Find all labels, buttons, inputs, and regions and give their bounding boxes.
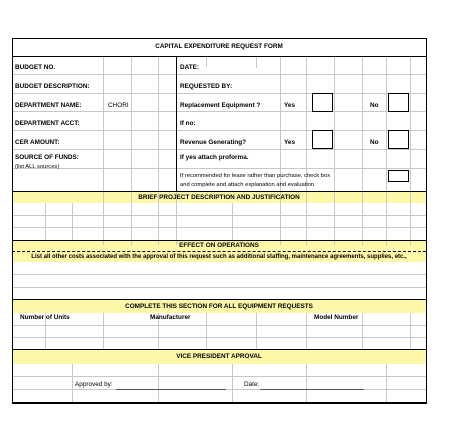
list-all-sources-note: (list ALL sources) [15,164,60,170]
section-divider [12,191,426,192]
brief-description-header: BRIEF PROJECT DESCRIPTION AND JUSTIFICATION [138,194,300,201]
lease-checkbox[interactable] [388,170,409,182]
grid-vline [386,364,387,402]
grid-vline [103,313,104,349]
approved-by-signature-line[interactable] [116,389,226,390]
grid-hline [12,130,426,131]
grid-hline [12,227,426,228]
grid-vline [256,313,257,349]
list-costs-note: List all other costs associated with the approval of this request such as additional staffing, maintenance agreements, supplies, etc., [31,254,407,260]
section-divider [12,240,426,241]
no-label-revenue: No [370,139,379,146]
budget-description-label: BUDGET DESCRIPTION: [15,83,90,90]
model-number-header: Model Number [314,314,359,321]
grid-vline [306,56,307,245]
replacement-equipment-label: Replacement Equipment ? [180,102,261,109]
section-divider [12,299,426,300]
dashed-separator [12,251,426,252]
grid-vline [410,313,411,349]
no-label-replacement: No [370,102,379,109]
yes-label-replacement: Yes [284,102,296,109]
lease-note-line1: If recommended for lease rather than purchase, check box [180,173,331,179]
title-divider [12,56,426,57]
department-name-label: DEPARTMENT NAME: [15,102,82,109]
grid-hline [12,215,426,216]
grid-vline [103,56,104,245]
grid-vline [334,56,335,245]
if-yes-proforma-label: If yes attach proforma. [180,154,249,161]
department-acct-label: DEPARTMENT ACCT: [15,120,80,127]
form-border-top [12,38,427,39]
revenue-generating-label: Revenue Generating? [180,139,247,146]
equipment-requests-header: COMPLETE THIS SECTION FOR ALL EQUIPMENT REQUESTS [125,303,313,310]
effect-on-operations-header: EFFECT ON OPERATIONS [179,242,259,249]
grid-hline [12,287,426,288]
grid-vline [386,56,387,245]
grid-vline [72,203,73,240]
grid-vline [232,364,233,402]
replacement-no-checkbox[interactable] [388,93,409,112]
manufacturer-header: Manufacturer [150,314,191,321]
replacement-yes-checkbox[interactable] [312,93,333,112]
grid-vline [206,313,207,349]
budget-no-label: BUDGET NO. [15,64,56,71]
revenue-yes-checkbox[interactable] [312,130,333,149]
grid-hline [12,168,426,169]
grid-vline [280,56,281,245]
grid-vline [362,313,363,349]
grid-hline [12,337,426,338]
cer-amount-label: CER AMOUNT: [15,139,60,146]
grid-hline [12,111,426,112]
section-divider [12,349,426,350]
form-border-bottom [12,402,427,404]
form-title: CAPITAL EXPENDITURE REQUEST FORM [155,43,283,50]
grid-hline [12,274,426,275]
grid-hline [12,74,426,75]
grid-vline [256,56,257,68]
grid-vline [232,203,233,240]
vp-approval-header: VICE PRESIDENT APROVAL [176,353,262,360]
requested-by-label: REQUESTED BY: [180,83,233,90]
grid-vline [306,364,307,402]
grid-vline [362,56,363,245]
label-column-divider [176,56,177,191]
date-label: DATE: [180,64,200,71]
revenue-no-checkbox[interactable] [388,130,409,149]
grid-hline [12,325,426,326]
if-no-label: If no: [180,120,196,127]
lease-note-line2: and complete and attach explanation and evaluation. [180,182,316,188]
department-name-value[interactable]: CHORI [108,102,129,109]
number-of-units-header: Number of Units [20,314,70,321]
approved-by-label: Approved by: [75,381,113,388]
grid-vline [45,203,46,240]
grid-hline [12,93,426,94]
yes-label-revenue: Yes [284,139,296,146]
grid-vline [410,56,411,245]
grid-vline [131,56,132,245]
grid-vline [158,56,159,245]
grid-vline [306,313,307,349]
approval-date-label: Date: [244,381,260,388]
grid-vline [72,364,73,402]
grid-hline [12,149,426,150]
grid-hline [12,376,426,377]
approval-date-line[interactable] [260,389,364,390]
source-of-funds-label: SOURCE OF FUNDS: [15,154,79,161]
grid-vline [206,56,207,67]
form-border-right [426,38,427,404]
grid-vline [158,364,159,402]
